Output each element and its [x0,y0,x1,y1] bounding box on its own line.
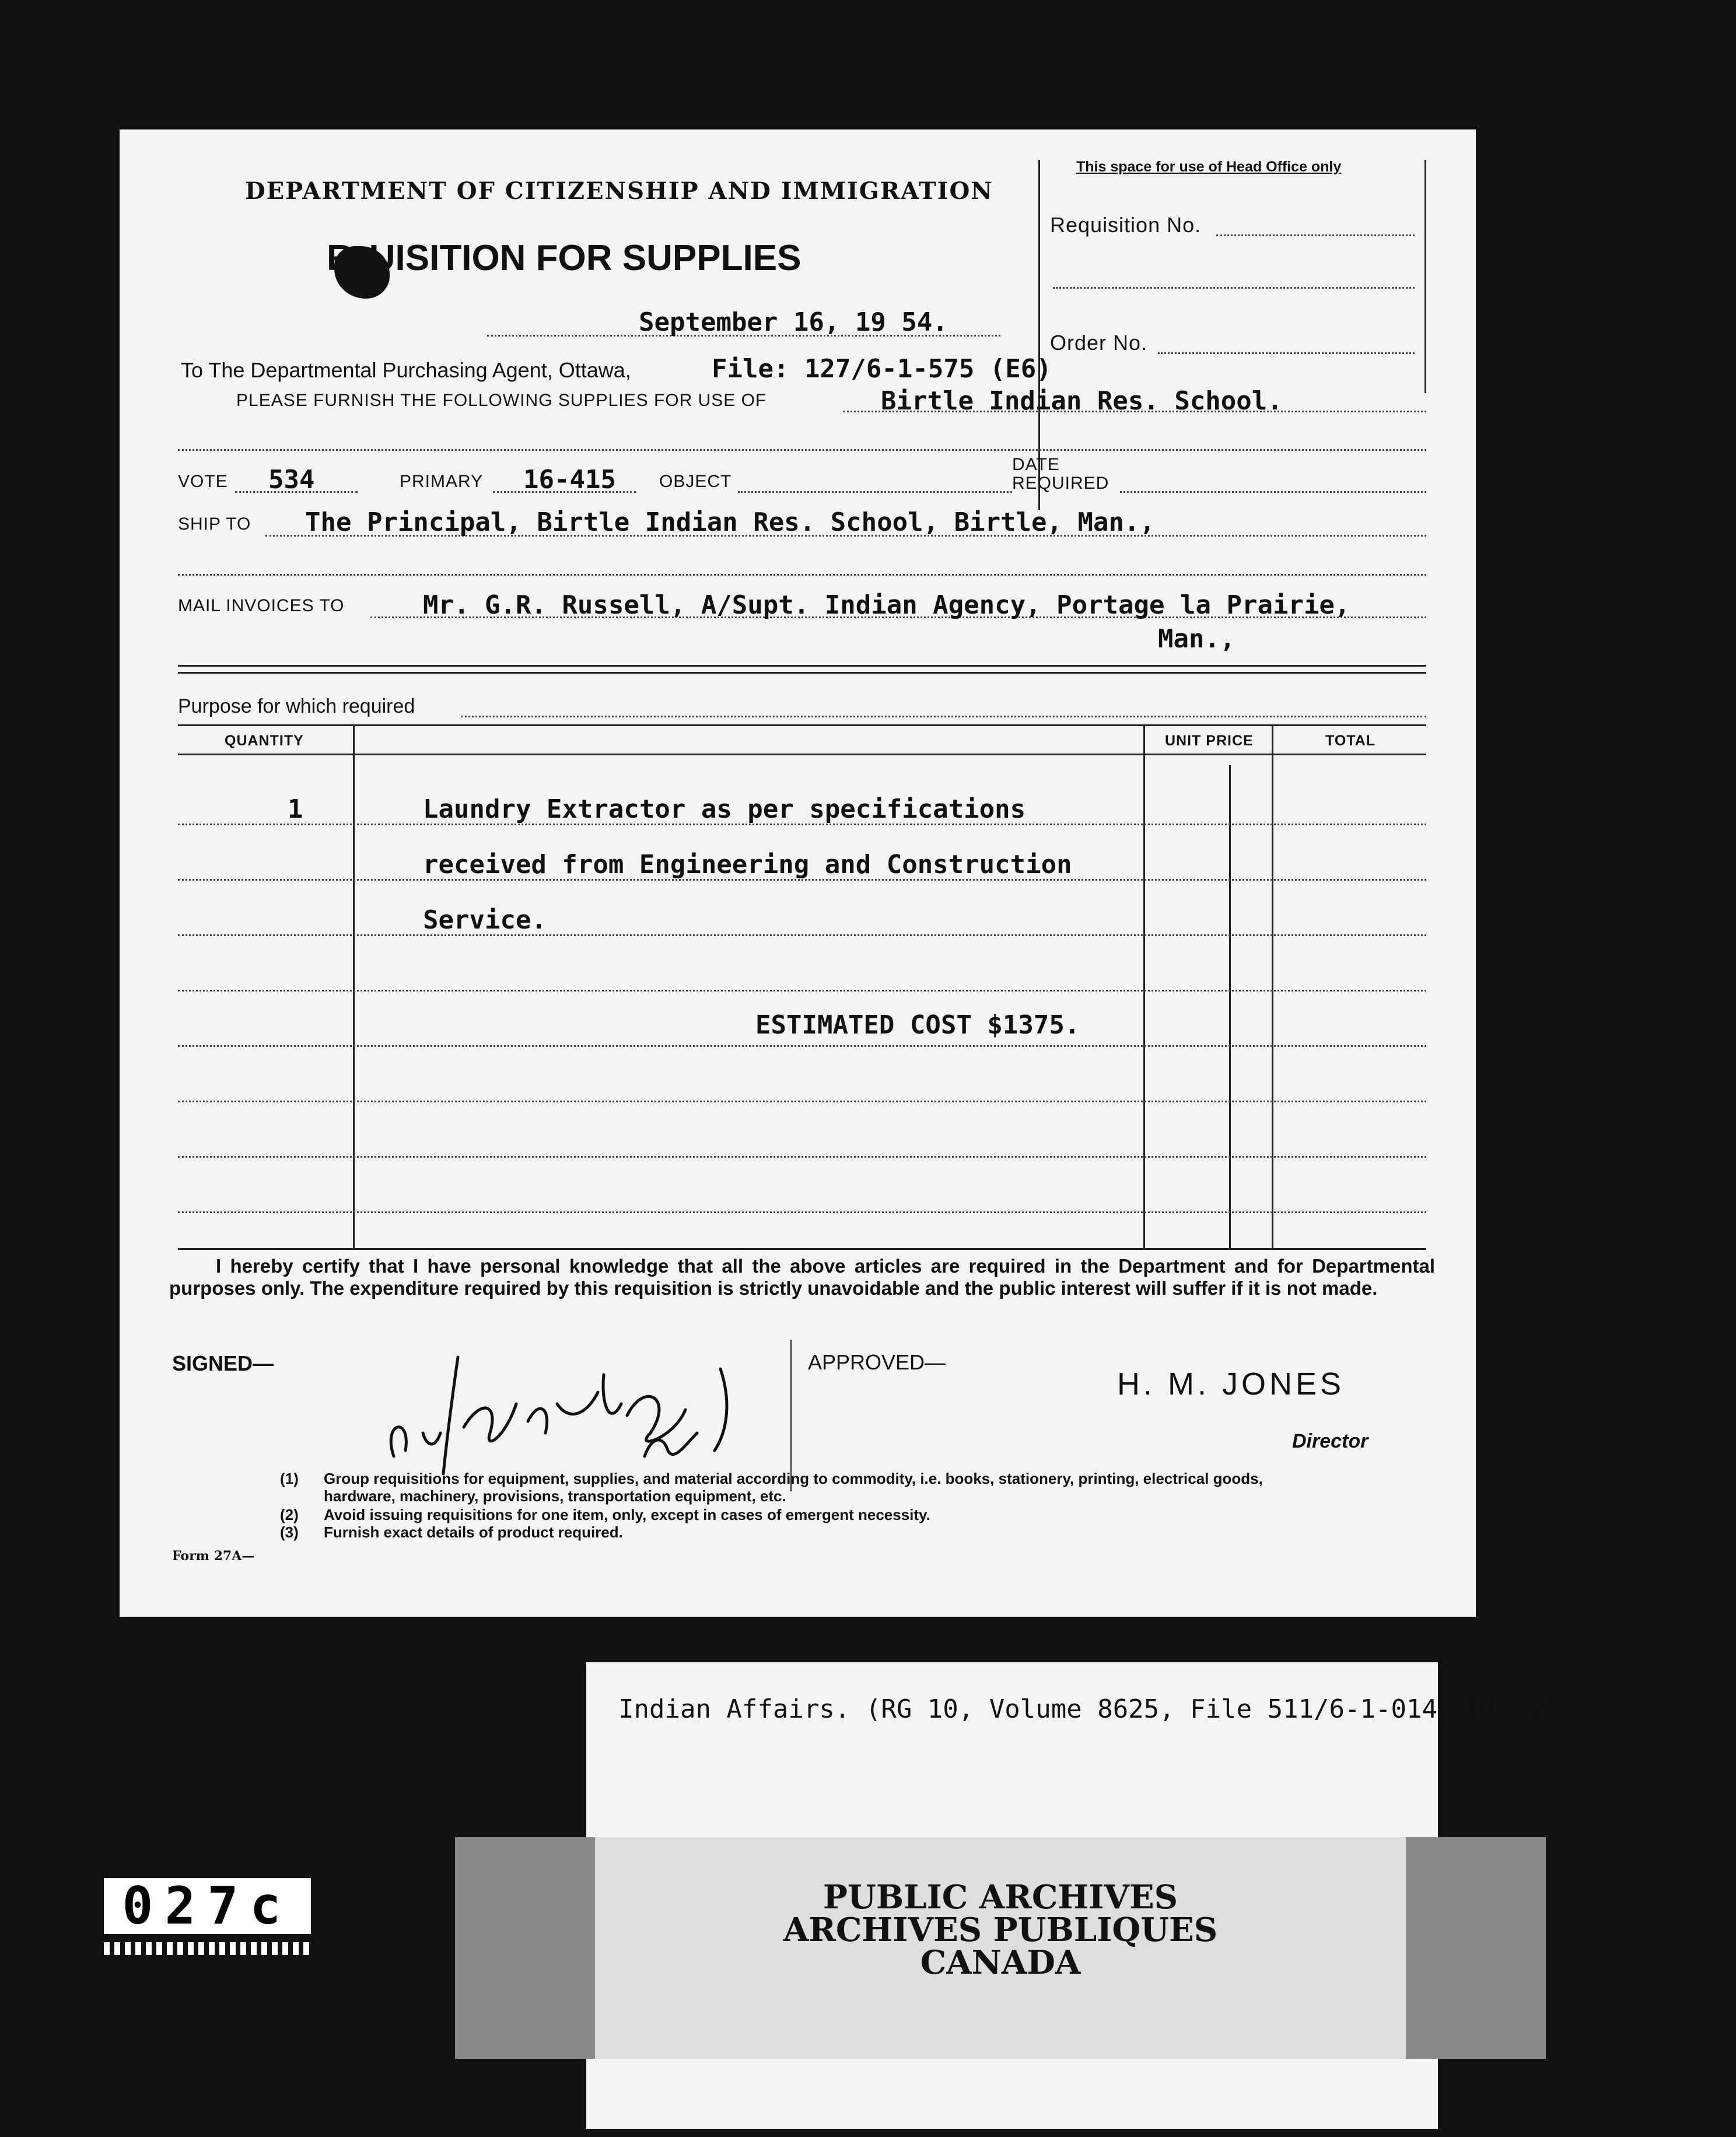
requisition-form [120,129,1476,1617]
approved-label: APPROVED— [808,1350,946,1374]
stamp-line-2: ARCHIVES PUBLIQUES [783,1911,1218,1949]
section-rule-1 [178,665,1426,667]
table-row-line-8 [178,1211,1426,1213]
signed-label: SIGNED— [172,1351,274,1375]
note-3-number: (3) [280,1523,299,1541]
mail-invoices-label: MAIL INVOICES TO [178,596,345,615]
head-office-caption: This space for use of Head Office only [1076,159,1342,175]
film-perforations [104,1942,311,1955]
section-rule-2 [178,672,1426,674]
certification-text: I hereby certify that I have personal knowledge that all the above articles are required in the Department and for Departmental purposes only. The expenditure required by this requisition is strictly unavoidable and the public interest will suffer if it is not made. [169,1255,1435,1299]
table-row-line-5 [178,1045,1426,1047]
table-header-rule [178,754,1426,755]
to-line-label: To The Departmental Purchasing Agent, Ottawa, [181,358,631,382]
table-col-divider-2 [1143,724,1145,1249]
date-value: September 16, 19 54. [639,307,948,337]
item-line-2: received from Engineering and Construction [423,850,1072,880]
table-top-rule [178,724,1426,726]
table-row-line-4 [178,990,1426,992]
form-title [327,237,801,279]
item-quantity: 1 [288,794,303,824]
form-title-prefix: R [327,238,353,278]
purpose-line [461,716,1426,717]
table-bottom-rule [178,1248,1426,1250]
furnish-line-2 [178,449,1426,451]
item-line-3: Service. [423,905,547,935]
ship-to-label: SHIP TO [178,514,251,534]
requisition-no-line [1216,234,1415,236]
vote-label: VOTE [178,472,228,491]
object-label: OBJECT [659,472,732,491]
approver-name: H. M. JONES [1117,1367,1345,1402]
table-row-line-7 [178,1156,1426,1158]
form-title-rest: UISITION FOR SUPPLIES [369,238,802,278]
object-line [738,491,1012,493]
file-number: File: 127/6-1-575 (E6) [712,354,1052,384]
stamp-line-3: CANADA [920,1943,1081,1982]
requisition-no-line-2 [1053,287,1415,289]
purpose-label: Purpose for which required [178,695,415,717]
requisition-no-label: Requisition No. [1050,213,1202,237]
furnish-value: Birtle Indian Res. School. [881,386,1283,416]
archive-stamp [455,1878,1546,1982]
date-required-line [1120,491,1426,493]
ship-to-value: The Principal, Birtle Indian Res. School, Birtle, Man., [305,507,1155,537]
primary-label: PRIMARY [400,472,484,491]
furnish-label: PLEASE FURNISH THE FOLLOWING SUPPLIES FOR USE OF [236,391,767,410]
table-row-line-3 [178,934,1426,936]
signature-divider [790,1340,792,1491]
order-no-line [1158,352,1415,354]
table-row-line-6 [178,1101,1426,1102]
mail-invoices-value-2: Man., [1158,624,1236,654]
date-required-label-1: DATE [1012,455,1060,474]
table-col-divider-4 [1272,724,1273,1249]
order-no-label: Order No. [1050,331,1148,355]
signature [370,1334,790,1486]
ship-to-line-2 [178,574,1426,576]
form-number: Form 27A— [172,1549,255,1564]
archive-reference: Indian Affairs. (RG 10, Volume 8625, File 511/6-1-014, Pt. 2) [618,1694,1561,1724]
item-line-1: Laundry Extractor as per specifications [423,794,1026,824]
table-col-divider-3 [1229,765,1231,1249]
quantity-header: QUANTITY [225,733,304,749]
note-2-number: (2) [280,1506,299,1523]
vote-value: 534 [268,465,315,495]
unit-price-header: UNIT PRICE [1165,733,1254,749]
approver-title: Director [1292,1430,1368,1452]
note-3-text: Furnish exact details of product required. [324,1523,623,1541]
primary-value: 16-415 [523,465,616,495]
frame-number: 027c [104,1878,311,1934]
note-1-number: (1) [280,1470,299,1487]
total-header: TOTAL [1325,733,1376,749]
table-col-divider-1 [353,724,355,1249]
estimated-cost: ESTIMATED COST $1375. [755,1010,1080,1040]
note-2-text: Avoid issuing requisitions for one item, only, except in cases of emergent necessity. [324,1506,930,1523]
note-1-text: Group requisitions for equipment, supplies, and material according to commodity, i.e. books, stationery, printing, electrical goods, hardware, machinery, provisions, transportation equipment, etc. [324,1470,1263,1505]
stamp-line-1: PUBLIC ARCHIVES [822,1878,1178,1917]
archive-stamp-band [455,1837,1546,2059]
department-heading: DEPARTMENT OF CITIZENSHIP AND IMMIGRATION [245,177,993,205]
mail-invoices-value-1: Mr. G.R. Russell, A/Supt. Indian Agency, Portage la Prairie, [423,590,1350,620]
date-required-label-2: REQUIRED [1012,474,1110,493]
head-office-box-right [1424,160,1426,393]
